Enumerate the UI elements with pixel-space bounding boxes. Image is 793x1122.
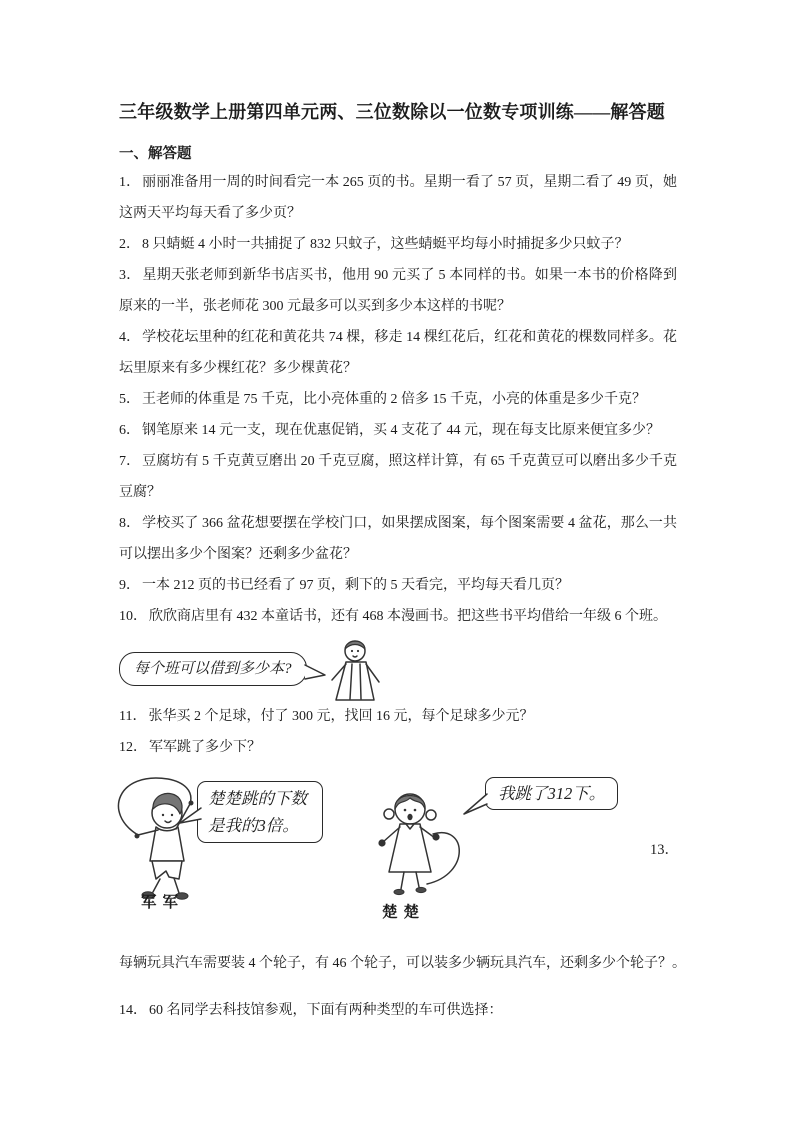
question-text: 学校花坛里种的红花和黄花共 74 棵，移走 14 棵红花后，红花和黄花的棵数同样多。花坛里原来有多少棵红花？多少棵黄花？ [119, 330, 678, 376]
question-13-number: 13． [650, 842, 679, 858]
question-number: 4． [119, 330, 141, 345]
question-item-2 [119, 229, 677, 260]
question-number: 2． [119, 237, 140, 252]
question-number: 11． [119, 709, 147, 724]
question-number: 14． [119, 1003, 147, 1018]
question-text: 欣欣商店里有 432 本童话书，还有 468 本漫画书。把这些书平均借给一年级 6 个班。 [149, 609, 667, 624]
question-item-6 [119, 415, 677, 446]
question-item-8 [119, 508, 677, 570]
question-text: 8 只蜻蜓 4 小时一共捕捉了 832 只蚊子，这些蜻蜓平均每小时捕捉多少只蚊子？ [142, 237, 629, 252]
question-item-12 [119, 732, 677, 763]
jump-rope-illustration [119, 768, 739, 938]
question-13-text: 每辆玩具汽车需要装 4 个轮子，有 46 个轮子，可以装多少辆玩具汽车，还剩多少个轮子？。 [119, 956, 686, 971]
question-text: 王老师的体重是 75 千克，比小亮体重的 2 倍多 15 千克，小亮的体重是多少千克？ [142, 392, 646, 407]
question-number: 5． [119, 392, 140, 407]
question-text: 学校买了 366 盆花想要摆在学校门口，如果摆成图案，每个图案需要 4 盆花，那么一共可以摆出多少个图案？还剩多少盆花？ [119, 516, 678, 562]
girl-jumping-rope-figure [369, 782, 469, 912]
question-text: 60 名同学去科技馆参观，下面有两种类型的车可供选择： [149, 1003, 503, 1018]
question-text: 丽丽准备用一周的时间看完一本 265 页的书。星期一看了 57 页，星期二看了 49 页，她这两天平均每天看了多少页？ [119, 175, 678, 221]
speech-bubble-right-tail [462, 792, 488, 816]
question-number: 8． [119, 516, 141, 531]
question-item-7 [119, 446, 677, 508]
question-item-10 [119, 601, 677, 632]
question-text: 星期天张老师到新华书店买书，他用 90 元买了 5 本同样的书。如果一本书的价格降到原来的一半，张老师花 300 元最多可以买到多少本这样的书呢？ [119, 268, 677, 314]
questions-block-1 [119, 167, 677, 632]
student-figure-icon [324, 636, 388, 710]
question-text: 豆腐坊有 5 千克黄豆磨出 20 千克豆腐，照这样计算，有 65 千克黄豆可以磨出多少千克豆腐？ [119, 454, 678, 500]
speech-bubble-text: 每个班可以借到多少本? [134, 661, 292, 677]
question-item-3 [119, 260, 677, 322]
question-item-1 [119, 167, 677, 229]
question-number: 7． [119, 454, 141, 469]
question-number: 10． [119, 609, 147, 624]
question-text: 军军跳了多少下？ [149, 740, 261, 755]
figure-label-junjun: 军军 [141, 894, 185, 911]
question-text: 一本 212 页的书已经看了 97 页，剩下的 5 天看完，平均每天看几页？ [142, 578, 569, 593]
question-item-9 [119, 570, 677, 601]
section-heading: 一、解答题 [119, 146, 192, 162]
question-number: 9． [119, 578, 140, 593]
question-item-5 [119, 384, 677, 415]
question-item-11 [119, 701, 677, 732]
question-number: 12． [119, 740, 147, 755]
question-number: 3． [119, 268, 141, 283]
question-number: 6． [119, 423, 140, 438]
questions-block-2 [119, 701, 677, 763]
speech-bubble-tail [303, 662, 327, 684]
speech-bubble-right-text: 我跳了312下。 [498, 784, 606, 803]
speech-bubble-left-tail [178, 806, 202, 828]
speech-bubble-left-line1: 楚楚跳的下数 [208, 789, 307, 808]
speech-bubble-left [197, 781, 323, 843]
figure-label-chuchu: 楚楚 [382, 904, 426, 921]
question-item-4 [119, 322, 677, 384]
question-number: 1． [119, 175, 141, 190]
page-title: 三年级数学上册第四单元两、三位数除以一位数专项训练——解答题 [119, 102, 665, 122]
speech-bubble [119, 652, 307, 686]
question-item-14 [119, 995, 691, 1026]
question-text: 钢笔原来 14 元一支，现在优惠促销，买 4 支花了 44 元，现在每支比原来便宜多少？ [142, 423, 660, 438]
speech-bubble-right [485, 777, 618, 810]
question-text: 张华买 2 个足球，付了 300 元，找回 16 元，每个足球多少元？ [148, 709, 534, 724]
speech-bubble-left-line2: 是我的3倍。 [208, 816, 299, 835]
